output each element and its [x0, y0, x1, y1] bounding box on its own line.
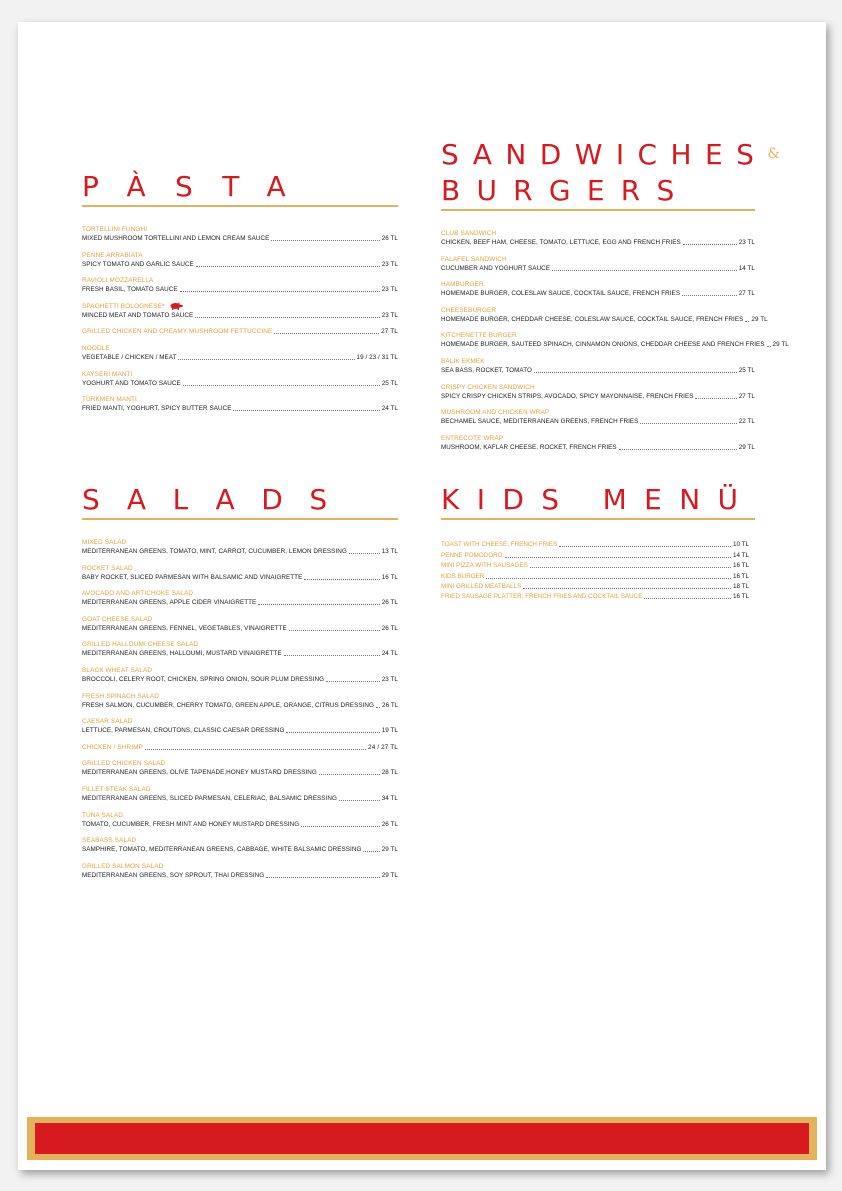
menu-item — [82, 717, 398, 735]
menu-item-description-line — [82, 573, 398, 582]
menu-item — [82, 862, 398, 880]
menu-item-description-line — [82, 285, 398, 294]
menu-item-description-line — [82, 871, 398, 880]
pasta-section — [82, 172, 398, 421]
menu-item-description-line — [441, 238, 755, 247]
menu-item-description: HOMEMADE BURGER, COLESLAW SAUCE, COCKTAIL SAUCE, FRENCH FRIES — [441, 290, 681, 298]
menu-item — [82, 276, 398, 294]
menu-item-name-text: FRESH SPINACH SALAD — [82, 692, 160, 700]
menu-item-description: BECHAMEL SAUCE, MEDITERRANEAN GREENS, FRENCH FRIES — [441, 418, 639, 426]
salads-section — [82, 485, 398, 887]
menu-item-price: 23 TL — [381, 675, 398, 683]
menu-item-name — [82, 225, 398, 234]
kids-item-list — [441, 539, 761, 601]
menu-item-price: 27 TL — [738, 290, 755, 298]
leader-dots — [271, 240, 379, 241]
menu-item-name — [441, 229, 755, 238]
menu-item-price: 26 TL — [381, 624, 398, 632]
menu-item-name-text: CRISPY CHICKEN SANDWICH — [441, 383, 535, 391]
menu-item-description: MEDITERRANEAN GREENS, OLIVE TAPENADE,HONEY MUSTARD DRESSING — [82, 769, 317, 777]
menu-item-name-text: KAYSERİ MANTI — [82, 370, 133, 378]
kids-menu-item — [441, 591, 761, 601]
leader-dots — [326, 681, 380, 682]
leader-dots — [745, 321, 749, 322]
menu-item-name — [82, 615, 398, 624]
menu-item — [82, 759, 398, 777]
menu-item — [82, 785, 398, 803]
menu-item — [82, 302, 398, 320]
menu-item-description: VEGETABLE / CHICKEN / MEAT — [82, 353, 177, 361]
menu-item-description-line — [82, 845, 398, 854]
menu-item-name-text: RAVIOLI MOZZARELLA — [82, 277, 154, 285]
menu-item-name-text: GRILLED HALLOUMI CHEESE SALAD — [82, 641, 199, 649]
kids-item-name: TOAST WITH CHEESE, FRENCH FRIES — [441, 541, 558, 549]
kids-item-name: MINI GRILLED MEATBALLS — [441, 582, 522, 590]
menu-item-description: MINCED MEAT AND TOMATO SAUCE — [82, 311, 194, 319]
menu-item-name — [441, 255, 755, 264]
menu-item-name — [82, 370, 398, 379]
menu-item-name — [82, 717, 398, 726]
menu-item-price: 28 TL — [381, 769, 398, 777]
menu-item-name-text: ENTRECOTE WRAP — [441, 434, 504, 442]
kids-menu-item — [441, 560, 761, 570]
menu-item-description: FRESH BASIL, TOMATO SAUCE — [82, 286, 178, 294]
leader-dots — [183, 385, 380, 386]
sandwiches-title-amp: & — [767, 146, 780, 162]
menu-item-name-text: ROCKET SALAD — [82, 564, 133, 572]
menu-item-name-text: CHICKEN / SHRIMP — [82, 743, 143, 751]
menu-item-description-line — [82, 649, 398, 658]
menu-item-name — [441, 383, 755, 392]
menu-item-description: LETTUCE, PARMESAN, CROUTONS, CLASSIC CAESAR DRESSING — [82, 727, 285, 735]
menu-item-description-line — [82, 353, 398, 362]
menu-item-name — [82, 836, 398, 845]
menu-item-name-text: KITCHENETTE BURGER — [441, 332, 517, 340]
menu-item-name-text: BLACK WHEAT SALAD — [82, 666, 153, 674]
leader-dots — [376, 707, 380, 708]
leader-dots — [178, 359, 354, 360]
menu-item-description: MEDITERRANEAN GREENS, SLICED PARMESAN, CELERIAC, BALSAMIC DRESSING — [82, 794, 337, 802]
menu-item-description: HOMEMADE BURGER, SAUTEED SPINACH, CINNAMON ONIONS, CHEDDAR CHEESE AND FRENCH FRIES — [441, 341, 765, 349]
kids-title-rule — [441, 518, 755, 520]
menu-item-name-text: FILLET STEAK SALAD — [82, 785, 151, 793]
menu-item-name — [82, 666, 398, 675]
menu-item-name — [441, 357, 755, 366]
menu-item-name — [82, 743, 398, 752]
leader-dots — [349, 553, 380, 554]
menu-item-description-line — [82, 260, 398, 269]
menu-item-price: 27 TL — [738, 392, 755, 400]
menu-item-name — [82, 640, 398, 649]
menu-item-description-line — [441, 340, 789, 349]
menu-item — [82, 615, 398, 633]
kids-menu-item — [441, 570, 761, 580]
leader-dots — [289, 630, 380, 631]
menu-item-price: 14 TL — [738, 264, 755, 272]
menu-item-description: MEDITERRANEAN GREENS, SOY SPROUT, THAI DRESSING — [82, 871, 265, 879]
pasta-item-list — [82, 225, 398, 413]
menu-item-price: 29 TL — [738, 443, 755, 451]
menu-item-price: 26 TL — [381, 820, 398, 828]
kids-item-name: MINI PIZZA WITH SAUSAGES — [441, 562, 528, 570]
menu-item-price: 26 TL — [381, 235, 398, 242]
menu-item-description: YOGHURT AND TOMATO SAUCE — [82, 379, 181, 387]
menu-item-description-line — [82, 794, 398, 803]
sandwiches-title-line1 — [441, 138, 780, 175]
kids-section — [441, 485, 755, 601]
salads-item-list — [82, 538, 398, 880]
menu-item-name-text: PENNE ARRABIATA — [82, 251, 143, 259]
footer-gold-frame — [27, 1117, 817, 1160]
menu-item-name-text: GRILLED CHICKEN AND CREAMY MUSHROOM FETTUCCINE — [82, 328, 273, 336]
menu-item-name-text: NOODLE — [82, 344, 110, 352]
leader-dots — [767, 346, 771, 347]
leader-dots — [530, 567, 731, 568]
menu-item — [82, 344, 398, 362]
leader-dots — [301, 826, 379, 827]
menu-item-description-line — [441, 392, 755, 401]
leader-dots — [534, 372, 737, 373]
menu-item-price: 19 / 23 / 31 TL — [356, 353, 398, 361]
menu-item-price: 23 TL — [381, 311, 398, 319]
menu-item-description-line — [82, 547, 398, 556]
menu-item — [441, 408, 755, 426]
menu-item-name-text: GOAT CHEESE SALAD — [82, 615, 153, 623]
menu-item — [441, 331, 789, 349]
menu-item-name-text: SEABASS SALAD — [82, 837, 137, 845]
leader-dots — [644, 598, 731, 599]
menu-item — [82, 395, 398, 413]
menu-item-description: FRESH SALMON, CUCUMBER, CHERRY TOMATO, GREEN APPLE, ORANGE, CITRUS DRESSING — [82, 701, 374, 709]
menu-item-name — [82, 302, 398, 311]
menu-item — [82, 692, 398, 710]
leader-dots — [274, 333, 379, 334]
leader-dots — [258, 604, 379, 605]
menu-item-name — [82, 276, 398, 285]
menu-item-name — [82, 785, 398, 794]
menu-item-description-line — [441, 289, 755, 298]
menu-item-description: MEDITERRANEAN GREENS, FENNEL, VEGETABLES, VINAIGRETTE — [82, 624, 287, 632]
leader-dots — [523, 588, 731, 589]
kids-item-price: 14 TL — [733, 551, 749, 559]
leader-dots — [486, 578, 731, 579]
menu-item — [441, 306, 768, 324]
leader-dots — [145, 749, 366, 750]
kids-menu-item — [441, 539, 761, 549]
menu-item-description: CHICKEN, BEEF HAM, CHEESE, TOMATO, LETTUCE, EGG AND FRENCH FRIES — [441, 239, 681, 246]
sandwiches-title-text: SANDWICHES — [441, 138, 768, 171]
leader-dots — [339, 800, 380, 801]
leader-dots — [266, 877, 379, 878]
menu-item-description-line — [82, 726, 398, 735]
menu-item-price: 29 TL — [772, 341, 789, 349]
menu-item-description: FRIED MANTI, YOGHURT, SPICY BUTTER SAUCE — [82, 405, 232, 413]
menu-item — [441, 357, 755, 375]
menu-item-name-text: HAMBURGER — [441, 281, 484, 289]
leader-dots — [286, 732, 379, 733]
menu-item-price: 23 TL — [381, 286, 398, 294]
menu-item-name — [441, 408, 755, 417]
menu-item — [82, 538, 398, 556]
leader-dots — [552, 270, 737, 271]
menu-item-description-line — [82, 675, 398, 684]
menu-item — [82, 564, 398, 582]
menu-item-name-text: MIXED SALAD — [82, 539, 127, 546]
menu-item-description-line — [82, 701, 398, 710]
menu-item-description: BROCCOLI, CELERY ROOT, CHICKEN, SPRING ONION, SOUR PLUM DRESSING — [82, 675, 325, 683]
pig-icon — [169, 302, 183, 310]
menu-item-price: 25 TL — [738, 366, 755, 374]
menu-item — [82, 836, 398, 854]
leader-dots — [284, 655, 380, 656]
menu-item-name-text: BALIK EKMEK — [441, 357, 485, 365]
menu-item-description-line — [82, 820, 398, 829]
menu-item-description-line — [82, 598, 398, 607]
menu-item-description: HOMEMADE BURGER, CHEDDAR CHEESE, COLESLAW SAUCE, COCKTAIL SAUCE, FRENCH FRIES — [441, 315, 744, 323]
menu-item-name — [441, 280, 755, 289]
menu-item — [441, 255, 755, 273]
menu-item — [82, 640, 398, 658]
kids-menu-item — [441, 581, 761, 591]
menu-item — [441, 434, 755, 452]
menu-item-name — [82, 589, 398, 598]
menu-item — [82, 743, 398, 752]
menu-item-price: 24 TL — [381, 405, 398, 413]
menu-item-name — [82, 811, 398, 820]
sandwiches-item-list — [441, 229, 789, 452]
menu-item-price: 25 TL — [381, 379, 398, 387]
menu-item-name-text: GRILLED CHICKEN SALAD — [82, 760, 166, 768]
kids-item-price: 16 TL — [733, 562, 749, 570]
salads-title-rule — [82, 518, 398, 520]
menu-item-name — [82, 395, 398, 404]
menu-item-description-line — [82, 404, 398, 413]
menu-item-description: SPICY CRISPY CHICKEN STRIPS, AVOCADO, SPICY MAYONNAISE, FRENCH FRIES — [441, 392, 694, 400]
menu-item-name-text: CHEESEBURGER — [441, 306, 497, 314]
menu-item-price: 29 TL — [381, 846, 398, 854]
menu-item — [82, 811, 398, 829]
menu-item-name-text: TORTELLINI FUNGHI — [82, 226, 148, 233]
menu-item-price: 16 TL — [381, 573, 398, 581]
menu-item-description: MEDITERRANEAN GREENS, TOMATO, MINT, CARROT, CUCUMBER, LEMON DRESSING — [82, 548, 347, 555]
menu-item-description-line — [441, 366, 755, 375]
pasta-title-rule — [82, 205, 398, 207]
menu-item-description: MEDITERRANEAN GREENS, APPLE CIDER VINAIGRETTE — [82, 599, 257, 607]
menu-item-price: 29 TL — [751, 315, 768, 323]
menu-item-description-line — [82, 234, 398, 243]
menu-item-description: TOMATO, CUCUMBER, FRESH MINT AND HONEY MUSTARD DRESSING — [82, 820, 300, 828]
leader-dots — [319, 774, 380, 775]
menu-item-description: MUSHROOM, KAFLAR CHEESE, ROCKET, FRENCH FRIES — [441, 443, 617, 451]
menu-item — [441, 280, 755, 298]
menu-item-price: 29 TL — [381, 871, 398, 879]
menu-item-description-line — [82, 311, 398, 320]
leader-dots — [180, 291, 380, 292]
menu-item — [441, 383, 755, 401]
menu-item-name-text: SPAGHETTI BOLOGNESE* — [82, 302, 165, 310]
menu-item-price: 13 TL — [381, 548, 398, 555]
menu-item-price: 34 TL — [381, 794, 398, 802]
leader-dots — [363, 851, 379, 852]
menu-item-name — [82, 862, 398, 871]
menu-item-name — [82, 538, 398, 547]
leader-dots — [683, 244, 737, 245]
leader-dots — [640, 423, 736, 424]
menu-item-price: 22 TL — [738, 418, 755, 426]
menu-item-name-text: CLUB SANDWICH — [441, 230, 497, 237]
kids-item-name: KIDS BURGER — [441, 572, 485, 580]
menu-item-description: SAMPHIRE, TOMATO, MEDITERRANEAN GREENS, CABBAGE, WHITE BALSAMIC DRESSING — [82, 846, 362, 854]
leader-dots — [233, 410, 379, 411]
kids-title: KIDS MENÜ — [441, 483, 756, 516]
menu-item-price: 27 TL — [381, 328, 398, 336]
menu-page — [18, 22, 826, 1170]
menu-item — [82, 251, 398, 269]
sandwiches-section — [441, 138, 789, 459]
menu-item-name — [82, 692, 398, 701]
kids-item-price: 16 TL — [733, 572, 749, 580]
leader-dots — [196, 266, 380, 267]
leader-dots — [695, 398, 736, 399]
kids-menu-item — [441, 549, 761, 559]
menu-item-name — [82, 344, 398, 353]
menu-item — [82, 327, 398, 336]
menu-item-description-line — [82, 768, 398, 777]
menu-item-description: SPICY TOMATO AND GARLIC SAUCE — [82, 260, 194, 268]
menu-item-name-text: MUSHROOM AND CHICKEN WRAP — [441, 409, 550, 417]
menu-item-name-text: AVOCADO AND ARTICHOKE SALAD — [82, 590, 194, 598]
salads-title: SALADS — [82, 483, 354, 516]
menu-item-price: 26 TL — [381, 599, 398, 607]
menu-item-description: MIXED MUSHROOM TORTELLINI AND LEMON CREAM SAUCE — [82, 235, 270, 242]
leader-dots — [559, 546, 731, 547]
menu-item-name — [441, 434, 755, 443]
menu-item-name-text: CAESAR SALAD — [82, 718, 133, 726]
menu-item — [82, 666, 398, 684]
menu-item-name — [82, 564, 398, 573]
leader-dots — [304, 579, 379, 580]
menu-item — [82, 225, 398, 243]
menu-item-description-line — [441, 315, 768, 324]
menu-item-price: 26 TL — [382, 701, 399, 709]
menu-item-name — [441, 306, 755, 315]
menu-item-name-text: FALAFEL SANDWICH — [441, 255, 507, 263]
menu-item — [441, 229, 755, 247]
sandwiches-title-rule — [441, 209, 755, 211]
menu-item — [82, 370, 398, 388]
menu-item-description-line — [441, 443, 755, 452]
menu-item-name — [82, 759, 398, 768]
menu-item-description: SEA BASS, ROCKET, TOMATO — [441, 366, 532, 374]
kids-item-name: PENNE POMODORO — [441, 551, 503, 559]
menu-item-name — [82, 251, 398, 260]
menu-item-name — [82, 327, 398, 336]
menu-item-description-line — [441, 417, 755, 426]
menu-item-description: MEDITERRANEAN GREENS, HALLOUMI, MUSTARD VINAIGRETTE — [82, 650, 282, 658]
kids-item-price: 16 TL — [733, 593, 749, 601]
pasta-title: PÀSTA — [82, 170, 316, 203]
menu-item-name — [441, 331, 755, 340]
menu-item-price: 23 TL — [381, 260, 398, 268]
kids-item-name: FRIED SAUSAGE PLATTER, FRENCH FRIES AND COCKTAIL SAUCE — [441, 593, 643, 601]
menu-item-description-line — [82, 379, 398, 388]
menu-item-name-text: GRILLED SALMON SALAD — [82, 862, 164, 870]
menu-item-price: 19 TL — [381, 727, 398, 735]
menu-item — [82, 589, 398, 607]
footer-red-band — [35, 1123, 809, 1154]
leader-dots — [195, 317, 379, 318]
menu-item-description: CUCUMBER AND YOGHURT SAUCE — [441, 264, 551, 272]
sandwiches-title-line2: BURGERS — [441, 174, 691, 207]
kids-item-price: 18 TL — [733, 582, 749, 590]
menu-item-name-text: TUNA SALAD — [82, 811, 124, 819]
menu-item-price: 24 TL — [381, 650, 398, 658]
menu-item-description: BABY ROCKET, SLICED PARMESAN WITH BALSAMIC AND VINAIGRETTE — [82, 573, 303, 581]
kids-item-price: 10 TL — [733, 541, 749, 549]
leader-dots — [682, 295, 737, 296]
menu-item-name-text: TÜRKMEN MANTI — [82, 396, 137, 404]
menu-item-price: 24 / 27 TL — [368, 743, 398, 751]
leader-dots — [619, 449, 737, 450]
menu-item-description-line — [441, 264, 755, 273]
leader-dots — [505, 557, 731, 558]
menu-item-description-line — [82, 624, 398, 633]
menu-item-price: 23 TL — [738, 239, 755, 246]
